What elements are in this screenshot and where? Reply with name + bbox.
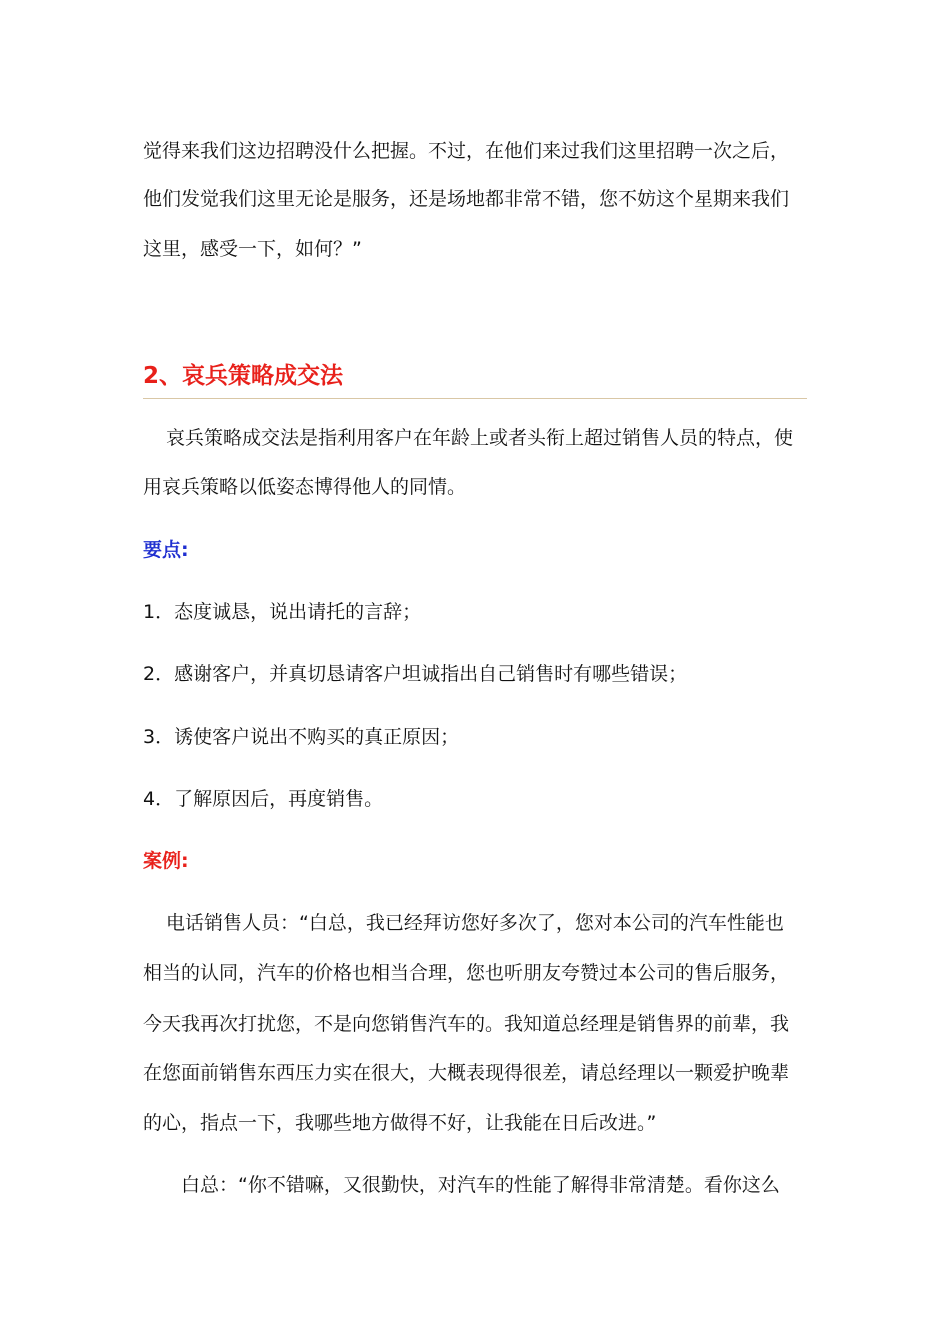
case-salesperson-line-2: 相当的认同，汽车的价格也相当合理，您也听朋友夸赞过本公司的售后服务， [143, 962, 790, 984]
point-item-3: 3．诱使客户说出不购买的真正原因； [143, 726, 460, 748]
point-item-2: 2．感谢客户，并真切恳请客户坦诚指出自己销售时有哪些错误； [143, 663, 688, 685]
point-item-4: 4．了解原因后，再度销售。 [143, 788, 384, 810]
case-salesperson-line-1: 电话销售人员：“白总，我已经拜访您好多次了，您对本公司的汽车性能也 [166, 912, 784, 934]
intro-line-2: 他们发觉我们这里无论是服务，还是场地都非常不错，您不妨这个星期来我们 [143, 188, 790, 210]
heading-divider [143, 398, 807, 399]
case-client-line-1: 白总：“你不错嘛，又很勤快，对汽车的性能了解得非常清楚。看你这么 [181, 1174, 780, 1196]
definition-line-2: 用哀兵策略以低姿态博得他人的同情。 [143, 476, 467, 498]
points-label: 要点: [143, 539, 189, 561]
case-salesperson-line-4: 在您面前销售东西压力实在很大，大概表现得很差，请总经理以一颗爱护晚辈 [143, 1062, 790, 1084]
case-label: 案例: [143, 850, 189, 872]
case-salesperson-line-3: 今天我再次打扰您，不是向您销售汽车的。我知道总经理是销售界的前辈，我 [143, 1013, 790, 1035]
definition-line-1: 哀兵策略成交法是指利用客户在年龄上或者头衔上超过销售人员的特点，使 [166, 427, 794, 449]
section-heading: 2、哀兵策略成交法 [143, 363, 344, 389]
intro-line-1: 觉得来我们这边招聘没什么把握。不过，在他们来过我们这里招聘一次之后， [143, 140, 790, 162]
intro-line-3: 这里，感受一下，如何？” [143, 238, 362, 260]
point-item-1: 1．态度诚恳，说出请托的言辞； [143, 601, 422, 623]
case-salesperson-line-5: 的心，指点一下，我哪些地方做得不好，让我能在日后改进。” [143, 1112, 657, 1134]
